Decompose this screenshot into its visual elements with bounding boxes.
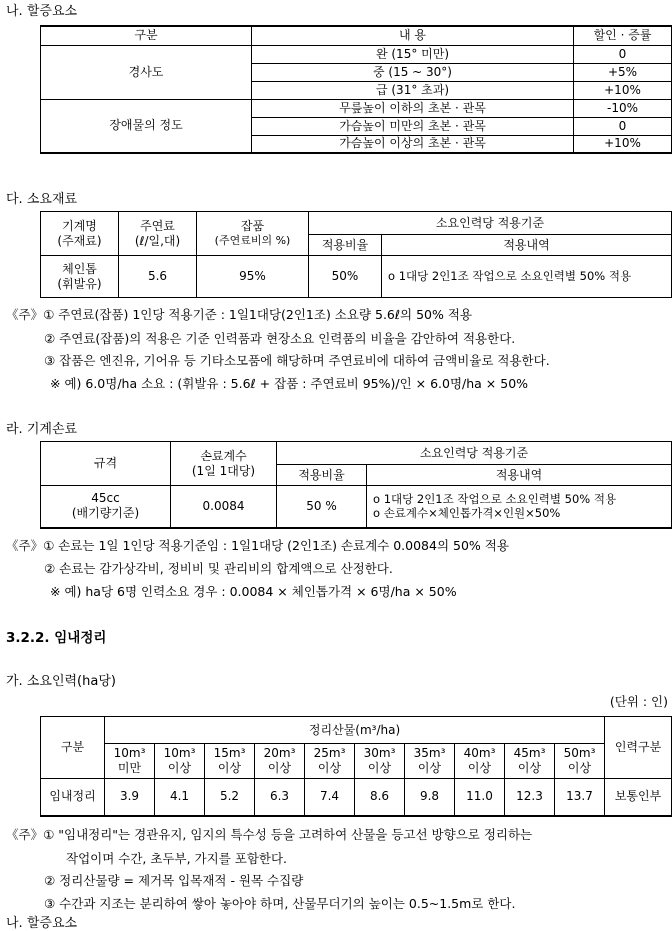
cell-detail: o 1대당 2인1조 작업으로 소요인력별 50% 적용 [382, 256, 672, 298]
cell-value: 4.1 [155, 779, 205, 816]
cell-labor-type: 보통인부 [605, 779, 672, 816]
cell-rate: +5% [574, 63, 672, 81]
cell-fuel: 5.6 [119, 256, 197, 298]
cell-spec: 45cc (배기량기준) [41, 486, 171, 528]
header-standard: 소요인력당 적용기준 [277, 442, 672, 465]
header-content: 내 용 [252, 26, 574, 45]
cell-value: 13.7 [555, 779, 605, 816]
col-header: 15m³ 이상 [205, 744, 255, 779]
labor-table [40, 716, 672, 817]
header-ratio: 적용비율 [277, 465, 367, 486]
header-standard: 소요인력당 적용기준 [309, 212, 672, 235]
cell-content: 중 (15 ~ 30°) [252, 63, 574, 81]
note-line: ② 주연료(잡품)의 적용은 기준 인력품과 현장소요 인력품의 비율을 감안하여 적용한다. [44, 331, 516, 346]
section-heading: 라. 기계손료 [6, 422, 78, 437]
cell-content: 가슴높이 이상의 초본 · 관목 [252, 135, 574, 153]
note-line: 《주》① "임내정리"는 경관유지, 임지의 특수성 등을 고려하여 산물을 등고선 방향으로 정리하는 [6, 827, 533, 842]
cell-rate: +10% [574, 81, 672, 99]
header-detail: 적용내역 [382, 235, 672, 256]
note-line: 작업이며 수간, 초두부, 가지를 포함한다. [66, 851, 288, 866]
col-header: 50m³ 이상 [555, 744, 605, 779]
unit-label: (단위 : 인) [609, 694, 668, 709]
cell-content: 가슴높이 미만의 초본 · 관목 [252, 117, 574, 135]
header-class: 구분 [41, 717, 105, 779]
cell-ratio: 50% [309, 256, 382, 298]
cell-coef: 0.0084 [171, 486, 277, 528]
group-slope: 경사도 [41, 45, 252, 99]
col-header: 20m³ 이상 [255, 744, 305, 779]
section-heading: 다. 소요재료 [6, 192, 78, 207]
surcharge-table [40, 25, 672, 154]
note-line: 《주》① 주연료(잡품) 1인당 적용기준 : 1일1대당(2인1조) 소요량 5.6ℓ의 50% 적용 [6, 307, 473, 322]
note-line: ② 정리산물량 = 제거목 입목재적 - 원목 수집량 [44, 873, 304, 888]
header-fuel: 주연료 (ℓ/일,대) [119, 212, 197, 256]
cell-rate: 0 [574, 45, 672, 63]
header-amount: 정리산물(m³/ha) [105, 717, 605, 744]
cell-content: 급 (31° 초과) [252, 81, 574, 99]
section-heading: 나. 할증요소 [6, 916, 78, 931]
header-machine: 기계명 (주재료) [41, 212, 119, 256]
cell-rate: 0 [574, 117, 672, 135]
section-heading: 가. 소요인력(ha당) [6, 674, 116, 689]
cell-machine: 체인톱 (휘발유) [41, 256, 119, 298]
row-label: 임내정리 [41, 779, 105, 816]
note-line: ② 손료는 감가상각비, 정비비 및 관리비의 합계액으로 산정한다. [44, 561, 393, 576]
group-obstacle: 장애물의 정도 [41, 99, 252, 153]
cell-value: 5.2 [205, 779, 255, 816]
header-rate: 할인 · 증률 [574, 26, 672, 45]
cell-content: 완 (15° 미만) [252, 45, 574, 63]
materials-table [40, 211, 672, 298]
note-line: 《주》① 손료는 1일 1인당 적용기준임 : 1일1대당 (2인1조) 손료계수 0.0084의 50% 적용 [6, 538, 509, 553]
cell-content: 무릎높이 이하의 초본 · 관목 [252, 99, 574, 117]
cell-value: 7.4 [305, 779, 355, 816]
col-header: 35m³ 이상 [405, 744, 455, 779]
header-misc: 잡품 (주연료비의 %) [197, 212, 309, 256]
note-line: ※ 예) ha당 6명 인력소요 경우 : 0.0084 × 체인톱가격 × 6명/ha × 50% [50, 584, 457, 599]
note-line: ※ 예) 6.0명/ha 소요 : (휘발유 : 5.6ℓ + 잡품 : 주연료비 95%)/인 × 6.0명/ha × 50% [50, 376, 529, 391]
section-heading: 나. 할증요소 [6, 4, 78, 19]
cell-misc: 95% [197, 256, 309, 298]
col-header: 45m³ 이상 [505, 744, 555, 779]
cell-value: 12.3 [505, 779, 555, 816]
header-labor-type: 인력구분 [605, 717, 672, 779]
cell-value: 6.3 [255, 779, 305, 816]
header-detail: 적용내역 [367, 465, 672, 486]
header-coef: 손료계수 (1일 1대당) [171, 442, 277, 486]
header-class: 구분 [41, 26, 252, 45]
cell-value: 3.9 [105, 779, 155, 816]
cell-ratio: 50 % [277, 486, 367, 528]
col-header: 25m³ 이상 [305, 744, 355, 779]
col-header: 10m³ 미만 [105, 744, 155, 779]
cell-detail: o 1대당 2인1조 작업으로 소요인력별 50% 적용 o 손료계수×체인톱가격×인원×50% [367, 486, 672, 528]
cell-value: 11.0 [455, 779, 505, 816]
cell-rate: +10% [574, 135, 672, 153]
cell-rate: -10% [574, 99, 672, 117]
cell-value: 8.6 [355, 779, 405, 816]
note-line: ③ 잡품은 엔진유, 기어유 등 기타소모품에 해당하며 주연료비에 대하여 금액비율로 적용한다. [44, 353, 550, 368]
header-ratio: 적용비율 [309, 235, 382, 256]
col-header: 30m³ 이상 [355, 744, 405, 779]
section-title: 3.2.2. 임내정리 [6, 630, 107, 646]
col-header: 40m³ 이상 [455, 744, 505, 779]
note-line: ③ 수간과 지조는 분리하여 쌓아 놓아야 하며, 산물무더기의 높이는 0.5~1.5m로 한다. [44, 896, 516, 911]
machine-cost-table [40, 441, 672, 529]
col-header: 10m³ 이상 [155, 744, 205, 779]
header-spec: 규격 [41, 442, 171, 486]
cell-value: 9.8 [405, 779, 455, 816]
